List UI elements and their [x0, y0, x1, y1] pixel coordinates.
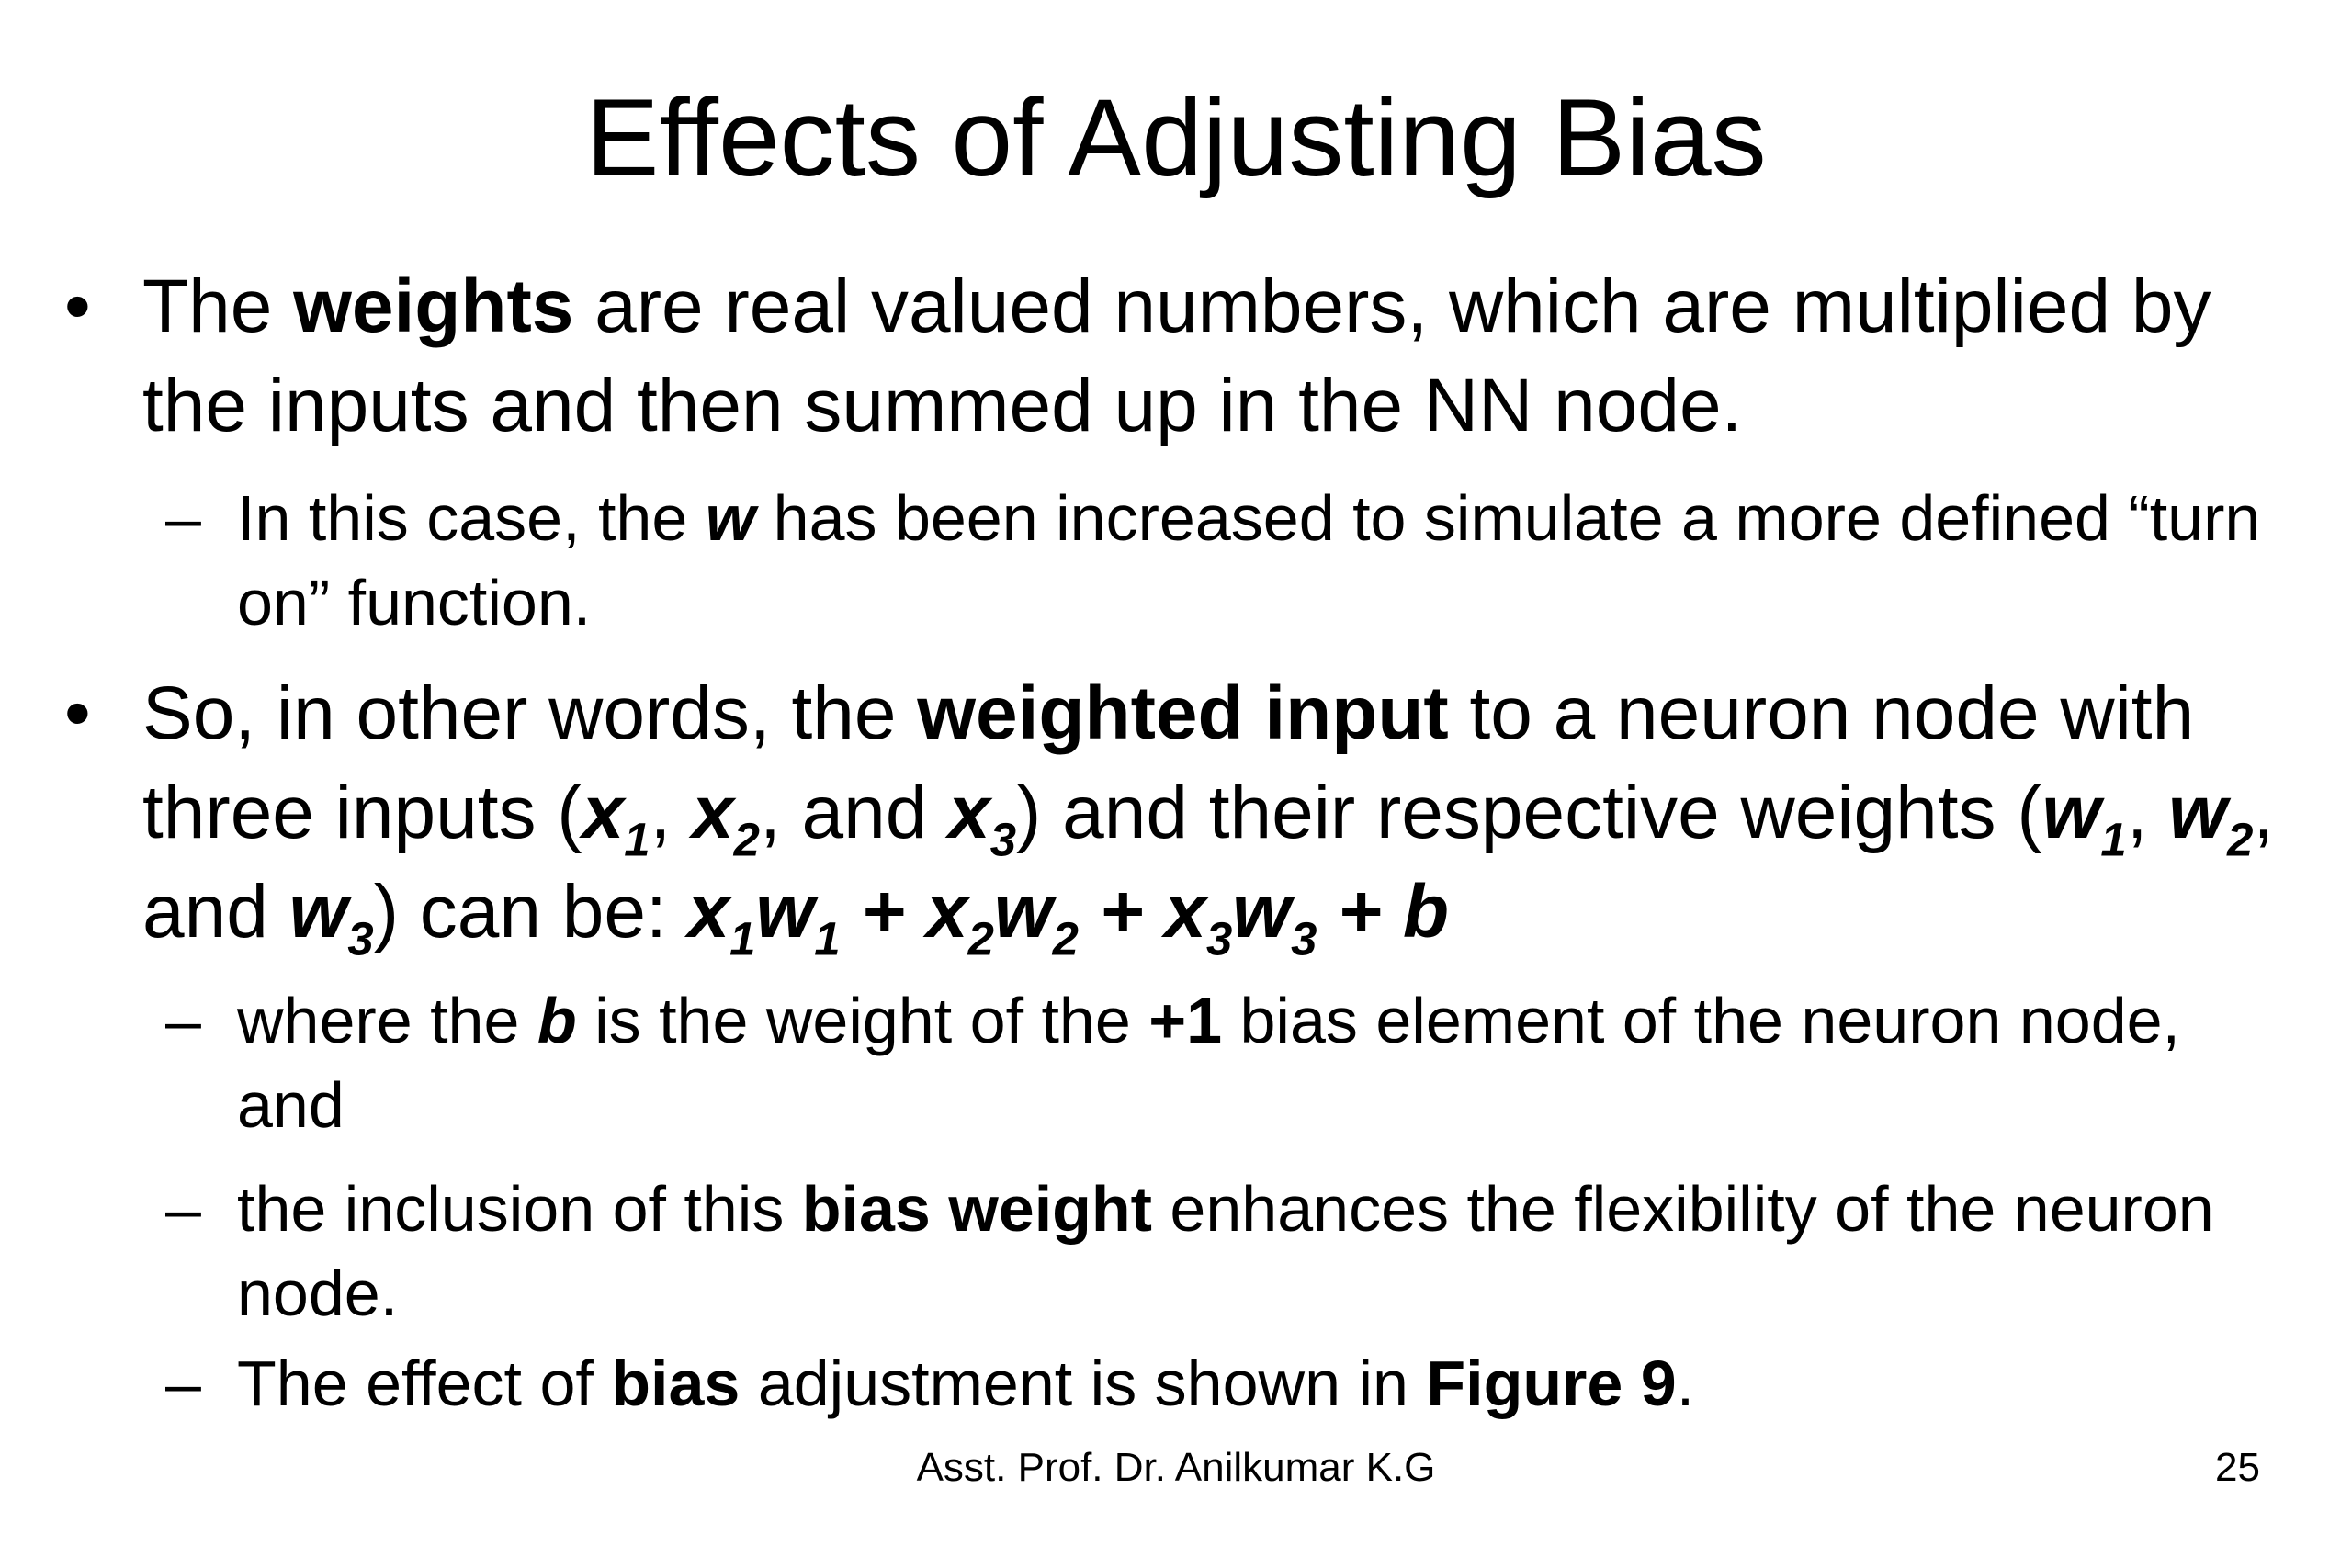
subbullet-text	[237, 1167, 2297, 1336]
bullet-weighted-input	[64, 664, 2306, 965]
text-run: to a neuron node with three inputs (	[142, 671, 2195, 854]
text-run: are real valued numbers, which are multiplied by the inputs and then summed up in the NN node.	[142, 265, 2211, 447]
dash-marker: –	[165, 1173, 201, 1245]
bullet-marker: •	[64, 671, 91, 755]
text-run: bias element of the neuron node, and	[237, 985, 2181, 1141]
text-run: has been increased to simulate a more defined “turn on” function.	[237, 482, 2261, 638]
text-run: ) can be:	[373, 870, 688, 953]
bullet-marker: •	[64, 265, 91, 348]
text-run: So, in other words, the	[142, 671, 918, 755]
bold-term-plus-one: +1	[1148, 985, 1223, 1056]
math-w2: $w_2$	[2168, 771, 2254, 866]
bold-term-bias: bias	[611, 1348, 741, 1419]
text-run: where the	[237, 985, 537, 1056]
weighted-sum-formula: $x_1w_1 + x_2w_2 + x_3w_3 + b$	[687, 870, 1449, 965]
subbullet-text	[237, 476, 2297, 645]
text-run: The	[142, 265, 294, 348]
bold-term-bias-weight: bias weight	[801, 1173, 1152, 1245]
text-run: ) and their respective weights (	[1016, 771, 2042, 854]
text-run: the inclusion of this	[237, 1173, 802, 1245]
math-x3: $x_3$	[948, 771, 1017, 866]
bullet-weights	[64, 257, 2306, 456]
text-run: .	[1676, 1348, 1695, 1419]
bullet-text: So, in other words, the weighted input to a neuron node with three inputs ($x_1$, $x_2$, and $x_3$) and their respective weights ($w_1$, $w_2$, and $w_3$) can be: $x_1w_1 + x_2w_2 + x_3w_3 + b$	[142, 671, 2275, 965]
text-run: enhances the flexibility of the neuron node.	[237, 1173, 2214, 1329]
footer-author: Asst. Prof. Dr. Anilkumar K.G	[916, 1445, 1436, 1490]
figure-reference: Figure 9	[1426, 1348, 1677, 1419]
math-x2: $x_2$	[692, 771, 760, 866]
math-x1: $x_1$	[582, 771, 650, 866]
subbullet-w-increased	[165, 476, 2297, 645]
subbullet-bias-weight	[165, 1167, 2297, 1336]
text-run: is the weight of the	[576, 985, 1149, 1056]
bullet-text	[142, 257, 2306, 456]
subbullet-text	[237, 978, 2297, 1147]
text-run: adjustment is shown in	[740, 1348, 1427, 1419]
dash-marker: –	[165, 985, 201, 1056]
text-run: The effect of	[237, 1348, 612, 1419]
math-w: w	[705, 482, 756, 554]
math-b: b	[537, 985, 577, 1056]
math-w3: $w_3$	[288, 870, 374, 965]
math-w1: $w_1$	[2041, 771, 2127, 866]
text-run: In this case, the	[237, 482, 706, 554]
subbullet-text	[237, 1341, 2297, 1426]
bold-term-weighted-input: weighted input	[917, 671, 1449, 755]
dash-marker: –	[165, 1348, 201, 1419]
subbullet-figure-ref	[165, 1341, 2297, 1426]
subbullet-b-weight	[165, 978, 2297, 1147]
slide-title: Effects of Adjusting Bias	[585, 76, 1767, 199]
dash-marker: –	[165, 482, 201, 554]
bold-term-weights: weights	[293, 265, 574, 348]
page-number: 25	[2215, 1445, 2260, 1490]
